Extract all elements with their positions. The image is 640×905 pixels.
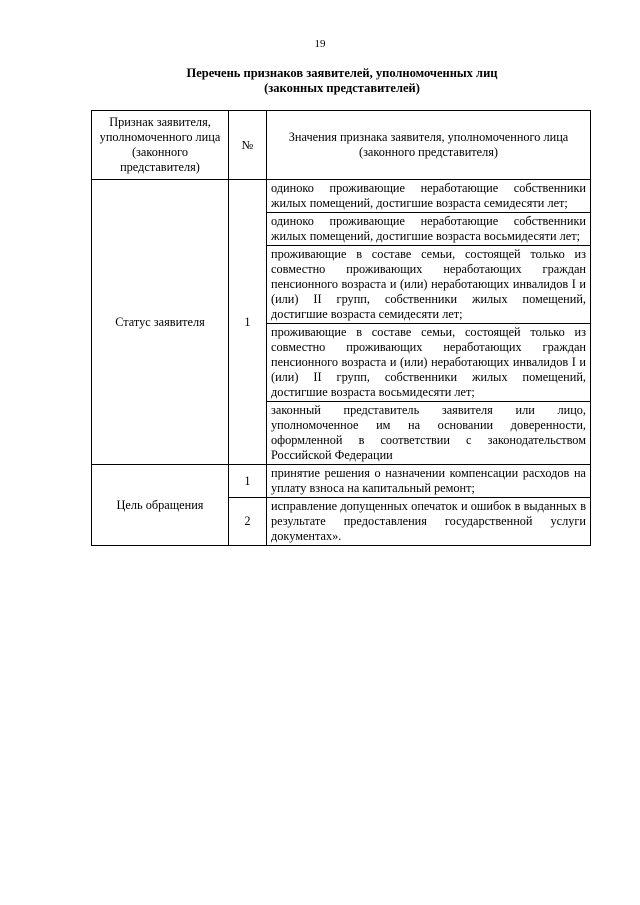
header-values: Значения признака заявителя, уполномоченного лица (законного представителя)	[267, 111, 591, 180]
value-cell: исправление допущенных опечаток и ошибок в выданных в результате предоставления государственной услуги документах».	[267, 498, 591, 546]
document-title-line-2: (законных представителей)	[264, 81, 420, 95]
document-title	[92, 66, 592, 96]
table-header-row	[92, 111, 591, 180]
number-cell: 2	[229, 498, 267, 546]
attribute-cell-purpose: Цель обращения	[92, 465, 229, 546]
applicant-attributes-table	[91, 110, 591, 546]
document-title-line-1: Перечень признаков заявителей, уполномоченных лиц	[186, 66, 498, 80]
page-number: 19	[314, 38, 326, 50]
table-row	[92, 180, 591, 213]
attribute-cell-status: Статус заявителя	[92, 180, 229, 465]
value-cell: одиноко проживающие неработающие собственники жилых помещений, достигшие возраста восьмидесяти лет;	[267, 213, 591, 246]
value-cell: законный представитель заявителя или лицо, уполномоченное им на основании доверенности, оформленной в соответствии с законодательством Российской Федерации	[267, 402, 591, 465]
number-cell: 1	[229, 465, 267, 498]
value-cell: принятие решения о назначении компенсации расходов на уплату взноса на капитальный ремонт;	[267, 465, 591, 498]
value-cell: проживающие в составе семьи, состоящей только из совместно проживающих неработающих граждан пенсионного возраста и (или) неработающих инвалидов I и (или) II групп, собственники жилых помещений, достигшие возраста семидесяти лет;	[267, 246, 591, 324]
value-cell: проживающие в составе семьи, состоящей только из совместно проживающих неработающих граждан пенсионного возраста и (или) неработающих инвалидов I и (или) II групп, собственники жилых помещений, достигшие возраста восьмидесяти лет;	[267, 324, 591, 402]
header-number: №	[229, 111, 267, 180]
header-attribute: Признак заявителя, уполномоченного лица (законного представителя)	[92, 111, 229, 180]
value-cell: одиноко проживающие неработающие собственники жилых помещений, достигшие возраста семидесяти лет;	[267, 180, 591, 213]
table-row	[92, 465, 591, 498]
number-cell: 1	[229, 180, 267, 465]
